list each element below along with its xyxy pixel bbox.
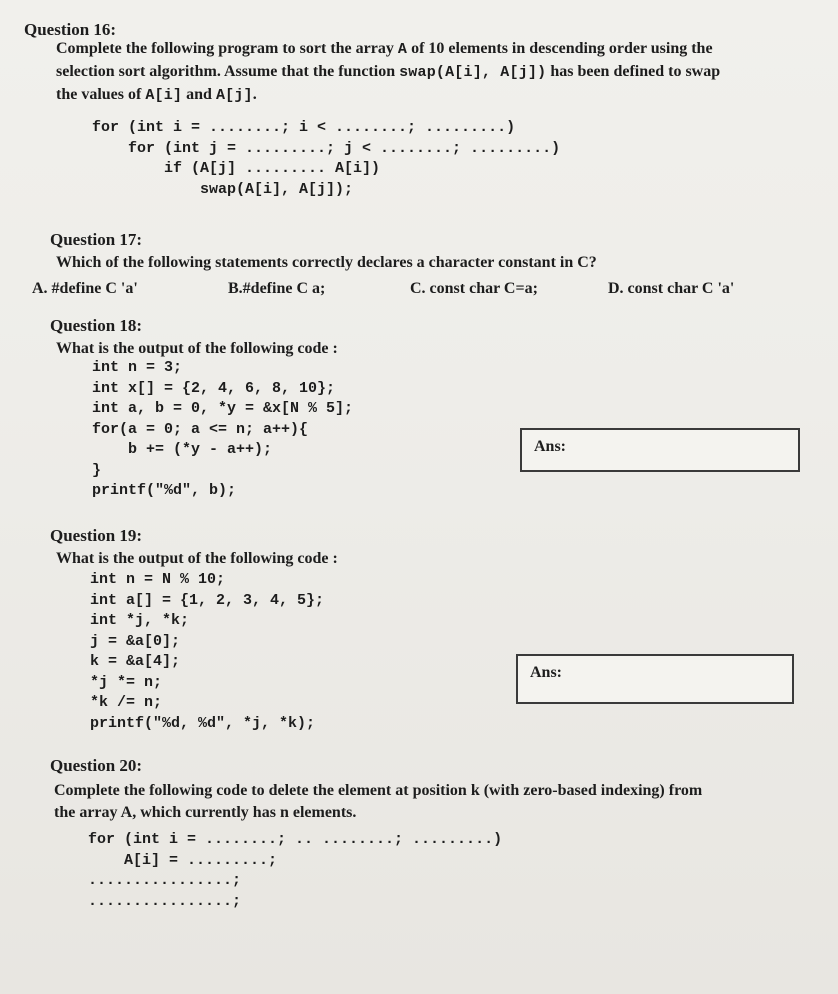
q19-code-line-1: int n = N % 10; bbox=[90, 571, 226, 588]
q16-code-line-1: for (int i = ........; i < ........; .........) bbox=[92, 119, 516, 136]
q20-line2-b: A bbox=[120, 804, 133, 821]
q19-code-line-3: int *j, *k; bbox=[90, 612, 190, 629]
q18-code-line-3: int a, b = 0, *y = &x[N % 5]; bbox=[92, 400, 354, 417]
q18-answer-label: Ans: bbox=[534, 438, 567, 455]
q18-code bbox=[92, 358, 353, 502]
q19-code-line-8: printf("%d, %d", *j, *k); bbox=[90, 714, 316, 732]
q18-text: What is the output of the following code : bbox=[56, 340, 338, 357]
q17-option-b-text: B.#define C a; bbox=[228, 280, 326, 297]
q16-line2-c: has been defined to swap bbox=[546, 63, 721, 80]
q16-code-line-2: for (int j = .........; j < ........; .........) bbox=[92, 139, 561, 157]
q20-line1-b: k bbox=[470, 782, 480, 799]
q19-answer-box[interactable] bbox=[516, 654, 794, 704]
q20-title: Question 20: bbox=[50, 756, 143, 775]
q16-code bbox=[92, 118, 560, 200]
q18-code-line-1: int n = 3; bbox=[92, 359, 183, 376]
q20-code-line-4: ................; bbox=[88, 872, 242, 889]
q19-code-line-7: *k /= n; bbox=[90, 694, 163, 711]
q18-code-line-5: b += (*y - a++); bbox=[92, 441, 273, 458]
q20-code-line-5: ................; bbox=[88, 892, 242, 910]
q17-text: Which of the following statements correctly declares a character constant in C? bbox=[56, 254, 597, 271]
q16-title: Question 16: bbox=[24, 20, 117, 39]
q16-line1-b: A bbox=[397, 41, 408, 58]
q20-line1-a: Complete the following code to delete the element at position bbox=[54, 782, 471, 799]
q16-prompt bbox=[56, 38, 826, 107]
q19-code-line-5: k = &a[4]; bbox=[90, 653, 181, 670]
q20-line1-c: (with zero-based indexing) from bbox=[479, 782, 703, 799]
q17-option-a bbox=[32, 280, 138, 298]
q16-line3-a: the values of bbox=[56, 86, 146, 103]
q18-title: Question 18: bbox=[50, 316, 143, 335]
q19-code bbox=[90, 570, 324, 734]
q17-option-c bbox=[410, 280, 538, 298]
q16-line1-a: Complete the following program to sort the array bbox=[56, 40, 398, 57]
q17-option-d bbox=[608, 280, 734, 298]
q16-code-line-4: swap(A[i], A[j]); bbox=[92, 180, 354, 198]
q16-line1-c: of 10 elements in descending order using the bbox=[407, 40, 713, 57]
q20-line2-c: , which currently has bbox=[132, 804, 280, 821]
q18-code-line-2: int x[] = {2, 4, 6, 8, 10}; bbox=[92, 379, 336, 397]
q20-code bbox=[88, 830, 502, 912]
q19-code-line-4: j = &a[0]; bbox=[90, 632, 181, 650]
q20-line2-e: elements. bbox=[288, 804, 357, 821]
q16-line3-b: A[i] bbox=[145, 87, 183, 104]
q19-code-line-2: int a[] = {1, 2, 3, 4, 5}; bbox=[90, 591, 325, 609]
q20-code-line-2: A[i] = .........; bbox=[88, 851, 278, 869]
q20-line2-a: the array bbox=[54, 804, 121, 821]
q17-option-a-text: A. #define C 'a' bbox=[32, 280, 138, 297]
q20-prompt bbox=[54, 780, 830, 824]
q20-line2-d: n bbox=[279, 804, 289, 821]
q19-code-line-6: *j *= n; bbox=[90, 673, 163, 691]
q18-code-line-6: } bbox=[92, 461, 102, 479]
q19-title: Question 19: bbox=[50, 526, 143, 545]
q16-line3-c: and bbox=[182, 86, 216, 103]
q19-answer-label: Ans: bbox=[530, 664, 563, 681]
q20-code-line-1: for (int i = ........; .. ........; .........) bbox=[88, 831, 503, 848]
q17-title: Question 17: bbox=[50, 230, 143, 249]
q17-option-c-text: C. const char C=a; bbox=[410, 280, 538, 297]
q16-line3-e: . bbox=[252, 86, 257, 103]
q18-code-line-7: printf("%d", b); bbox=[92, 482, 237, 499]
q16-line2-a: selection sort algorithm. Assume that the function bbox=[56, 63, 400, 80]
q16-code-line-3: if (A[j] ......... A[i]) bbox=[92, 160, 381, 177]
q17-option-b bbox=[228, 280, 325, 298]
q18-answer-box[interactable] bbox=[520, 428, 800, 472]
q19-text: What is the output of the following code : bbox=[56, 550, 338, 567]
q16-line2-b: swap(A[i], A[j]) bbox=[399, 64, 547, 81]
q17-option-d-text: D. const char C 'a' bbox=[608, 280, 735, 297]
q16-line3-d: A[j] bbox=[215, 87, 253, 104]
q18-code-line-4: for(a = 0; a <= n; a++){ bbox=[92, 420, 309, 438]
